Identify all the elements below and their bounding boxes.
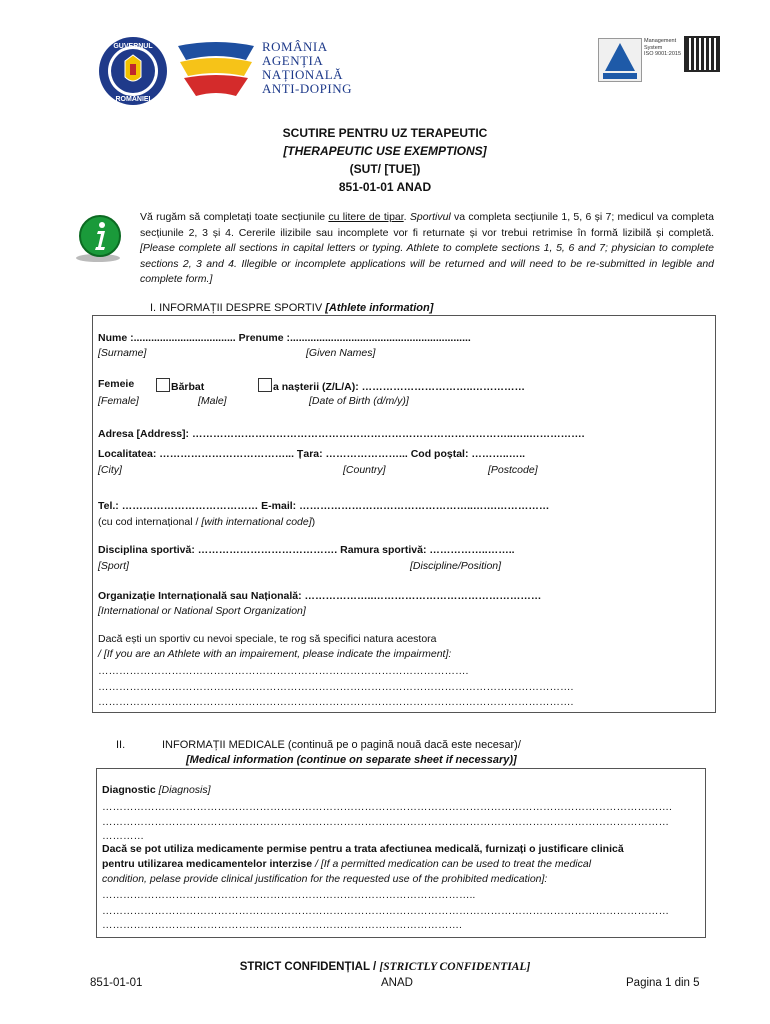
page-number: Pagina 1 din 5 xyxy=(626,977,700,989)
intro-en: [Please complete all sections in capital letters or typing. Athlete to complete sections 1, 5, 6 and 7; physician to complete sections 2, 3 and 4. Illegible or incomplete applications will be returned and will need to be re-submitted in legible and complete form.] xyxy=(140,242,714,285)
male-option[interactable] xyxy=(156,378,204,393)
cert-line-1: Management xyxy=(644,38,677,44)
intro-ro-a: Vă rugăm să completați toate secțiunile xyxy=(140,211,329,223)
section1-heading xyxy=(150,302,433,314)
agency-line-4: ANTI-DOPING xyxy=(262,81,352,96)
section2-heading-en: [Medical information (continue on separate sheet if necessary)] xyxy=(186,754,517,766)
footer-code: 851-01-01 xyxy=(90,977,143,989)
permitted-med-line-2 xyxy=(102,858,591,870)
male-checkbox[interactable] xyxy=(156,378,170,392)
male-en: [Male] xyxy=(198,395,227,407)
confidential-ro: STRICT CONFIDENȚIAL / xyxy=(239,961,380,973)
diagnosis-dots-3[interactable]: ………… xyxy=(102,830,144,842)
footer-anad: ANAD xyxy=(381,977,413,989)
svg-text:GUVERNUL: GUVERNUL xyxy=(113,43,153,50)
section1-heading-ro: I. INFORMAȚII DESPRE SPORTIV xyxy=(150,302,326,314)
permitted-med-ro-1: Dacă se pot utiliza medicamente permise pentru a trata afectiunea medicală, furnizați o justificare clinică xyxy=(102,843,624,855)
diagnosis-ro: Diagnostic xyxy=(102,784,159,796)
intro-ro-c: va completa secțiunile 1, 5, 6 și 7; medicul va completa secțiunile 2, 3 și 4. Cererile ilizibile sau incomplete vor fi returnate și vor trebui retrimise în formă lizibilă și completă. xyxy=(140,211,714,239)
dob-en: [Date of Birth (d/m/y)] xyxy=(309,395,409,407)
agency-name xyxy=(262,40,352,96)
address-line[interactable]: Adresa [Address]: ………………………………………………………………………………..…..……………. xyxy=(98,428,585,440)
agency-line-3: NAȚIONALĂ xyxy=(262,67,344,82)
tel-note-b: [with international code] xyxy=(201,516,312,528)
special-needs-dots-2[interactable]: ………………………………………………………………………………………………………………………. xyxy=(98,681,574,693)
organization-line[interactable]: Organizație Internațională sau Națională: ………………..………………………………………… xyxy=(98,590,542,602)
certification-badge xyxy=(598,38,720,82)
permitted-med-en-1: / [If a permitted medication can be used to treat the medical xyxy=(312,858,592,870)
justification-dots-2[interactable]: ……………………………………………………………………………………………………………………………………………… xyxy=(102,905,669,917)
cert-line-3: ISO 9001:2015 xyxy=(644,51,682,57)
permitted-med-en-2: condition, pelase provide clinical justification for the requested use of the prohibited medication]: xyxy=(102,873,548,885)
title-line-1: SCUTIRE PENTRU UZ TERAPEUTIC xyxy=(282,126,488,140)
sport-label: [Sport] xyxy=(98,560,129,572)
tel-note-c: ) xyxy=(311,516,316,528)
female-label: Femeie xyxy=(98,378,135,390)
svg-text:ROMÂNIEI: ROMÂNIEI xyxy=(115,96,151,103)
surname-label: [Surname] xyxy=(98,347,147,359)
section2-number: II. xyxy=(116,739,126,751)
special-needs-dots-3[interactable]: ………………………………………………………………………………………………………………………. xyxy=(98,696,574,708)
title-line-4: 851-01-01 ANAD xyxy=(338,180,432,194)
diagnosis-dots-1[interactable]: ………………………………………………………………………………………………………………………………………………. xyxy=(102,801,672,813)
permitted-med-ro-2: pentru utilizarea medicamentelor interzise xyxy=(102,858,313,870)
title-line-3: (SUT/ [TUE]) xyxy=(349,162,421,176)
section1-heading-en: [Athlete information] xyxy=(325,302,434,314)
justification-dots-3[interactable]: …………………………………………………………………………………………. xyxy=(102,919,462,931)
tel-email-line[interactable]: Tel.: ………………………………… E-mail: …………………………………………..…….…………… xyxy=(98,500,550,512)
male-label: Bărbat xyxy=(171,381,205,393)
dob-field[interactable] xyxy=(258,378,525,393)
tel-note xyxy=(98,516,315,528)
confidential-en: [STRICTLY CONFIDENTIAL] xyxy=(379,961,531,973)
dob-checkbox[interactable] xyxy=(258,378,272,392)
special-needs-ro: Dacă ești un sportiv cu nevoi speciale, te rog să specifici natura acestora xyxy=(98,633,437,645)
intro-ro-underline: cu litere de tipar xyxy=(328,211,404,223)
intro-ro-b: . xyxy=(403,211,410,223)
organization-en: [International or National Sport Organization] xyxy=(98,605,306,617)
locality-line[interactable]: Localitatea: ………………………………... Țara: …………………... Cod poștal: ………..….. xyxy=(98,448,526,460)
special-needs-dots-1[interactable]: ……………………………………………………………………………………………. xyxy=(98,665,469,677)
discipline-label: [Discipline/Position] xyxy=(410,560,502,572)
intro-ro-italic: Sportivul xyxy=(409,211,451,223)
agency-line-2: AGENȚIA xyxy=(262,53,324,68)
qr-code xyxy=(686,38,718,70)
given-names-label: [Given Names] xyxy=(306,347,376,359)
anad-logo-mark xyxy=(176,40,256,100)
government-seal xyxy=(97,35,169,107)
diagnosis-label xyxy=(102,784,211,796)
info-icon xyxy=(72,210,128,266)
city-label: [City] xyxy=(98,464,122,476)
dob-label: a nașterii (Z/L/A): …………………………..…………… xyxy=(273,381,526,393)
intro-paragraph xyxy=(140,210,714,288)
postcode-label: [Postcode] xyxy=(488,464,538,476)
confidential-notice xyxy=(0,961,770,973)
section2-heading: INFORMAȚII MEDICALE (continuă pe o pagină nouă dacă este necesar)/ xyxy=(162,739,521,751)
tel-note-a: (cu cod internațional / xyxy=(98,516,202,528)
sport-line[interactable]: Disciplina sportivă: …………………………………. Ramura sportivă: ……………..…….. xyxy=(98,544,515,556)
agency-line-1: ROMÂNIA xyxy=(262,39,328,54)
title-line-2: [THERAPEUTIC USE EXEMPTIONS] xyxy=(283,144,487,158)
female-en: [Female] xyxy=(98,395,139,407)
female-option[interactable] xyxy=(98,378,134,390)
cert-line-2: System xyxy=(644,44,663,51)
diagnosis-en: [Diagnosis] xyxy=(158,784,211,796)
special-needs-en: / [If you are an Athlete with an impairement, please indicate the impairment]: xyxy=(98,648,452,660)
diagnosis-dots-2[interactable]: ……………………………………………………………………………………………………………………………………………… xyxy=(102,816,669,828)
name-line[interactable]: Nume :................................... Prenume :.............................................................. xyxy=(98,332,471,344)
justification-dots-1[interactable]: …………………………………………………………………………………………….. xyxy=(102,889,476,901)
country-label: [Country] xyxy=(343,464,386,476)
